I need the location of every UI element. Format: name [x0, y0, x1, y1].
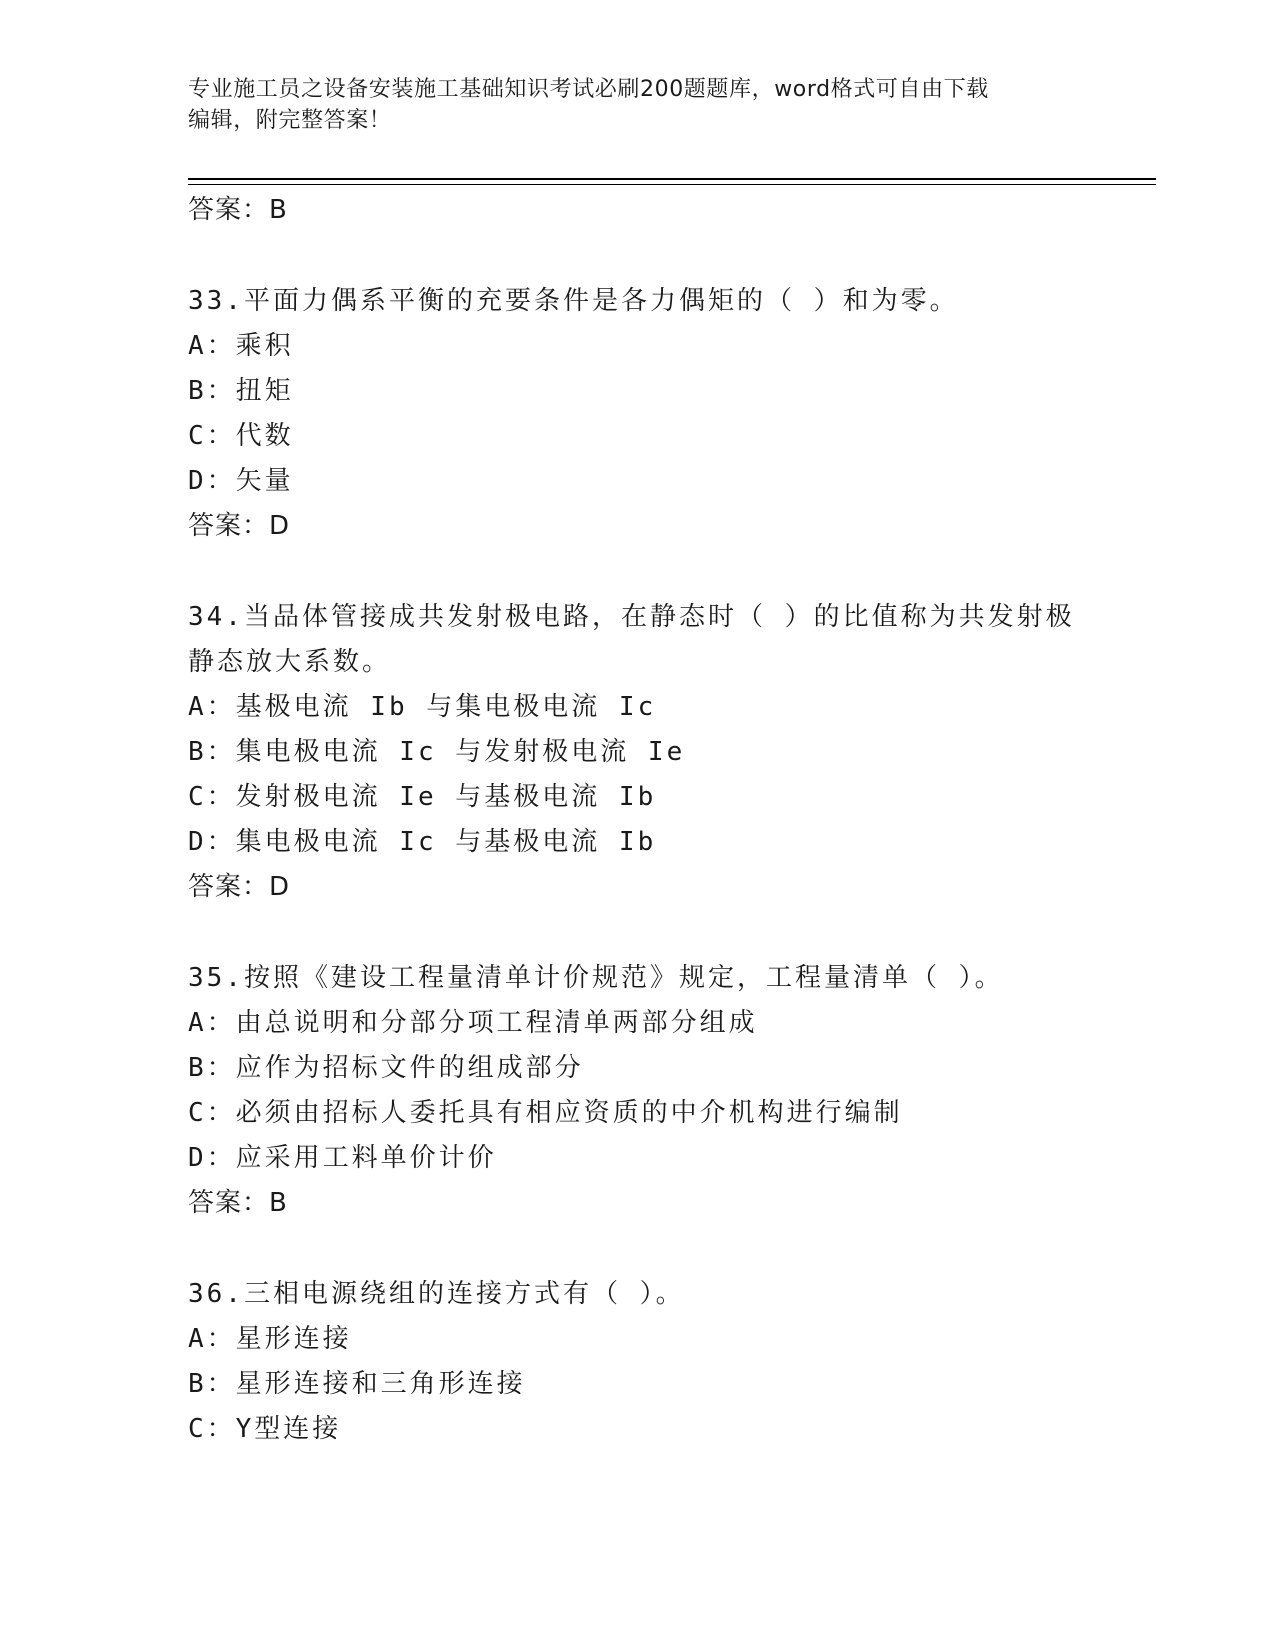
document-header — [188, 74, 1068, 136]
answer: 答案：B — [188, 1188, 288, 1218]
question-stem: 33.平面力偶系平衡的充要条件是各力偶矩的（ ）和为零。 — [188, 286, 959, 316]
option-a: A：乘积 — [188, 331, 294, 361]
option-b: B：星形连接和三角形连接 — [188, 1369, 526, 1399]
question-stem-line-1: 34.当品体管接成共发射极电路，在静态时（ ）的比值称为共发射极 — [188, 602, 1075, 632]
header-line-2: 编辑，附完整答案！ — [188, 108, 392, 133]
answer: 答案：D — [188, 872, 291, 902]
option-c: C：代数 — [188, 421, 294, 451]
question-33 — [188, 279, 1088, 549]
option-a: A：基极电流 Ib 与集电极电流 Ic — [188, 692, 657, 722]
option-a: A：由总说明和分部分项工程清单两部分组成 — [188, 1008, 758, 1038]
option-d: D：矢量 — [188, 466, 294, 496]
header-divider-thin — [188, 184, 1156, 185]
option-c: C：Y型连接 — [188, 1414, 342, 1444]
question-34 — [188, 595, 1088, 910]
question-stem: 35.按照《建设工程量清单计价规范》规定，工程量清单（ ）。 — [188, 963, 1004, 993]
option-a: A：星形连接 — [188, 1324, 352, 1354]
option-b: B：应作为招标文件的组成部分 — [188, 1053, 584, 1083]
header-divider-thick — [188, 178, 1156, 180]
previous-answer: 答案：B — [188, 195, 288, 225]
question-list — [188, 188, 1088, 1452]
option-c: C：必须由招标人委托具有相应资质的中介机构进行编制 — [188, 1098, 903, 1128]
option-b: B：集电极电流 Ic 与发射极电流 Ie — [188, 737, 686, 767]
question-stem: 36.三相电源绕组的连接方式有（ ）。 — [188, 1279, 685, 1309]
option-d: D：应采用工料单价计价 — [188, 1143, 497, 1173]
question-36 — [188, 1272, 1088, 1452]
header-line-1: 专业施工员之设备安装施工基础知识考试必刷200题题库，word格式可自由下载 — [188, 77, 989, 102]
answer: 答案：D — [188, 511, 291, 541]
option-d: D：集电极电流 Ic 与基极电流 Ib — [188, 827, 657, 857]
question-stem-line-2: 静态放大系数。 — [188, 647, 392, 677]
option-c: C：发射极电流 Ie 与基极电流 Ib — [188, 782, 657, 812]
question-35 — [188, 956, 1088, 1226]
option-b: B：扭矩 — [188, 376, 294, 406]
